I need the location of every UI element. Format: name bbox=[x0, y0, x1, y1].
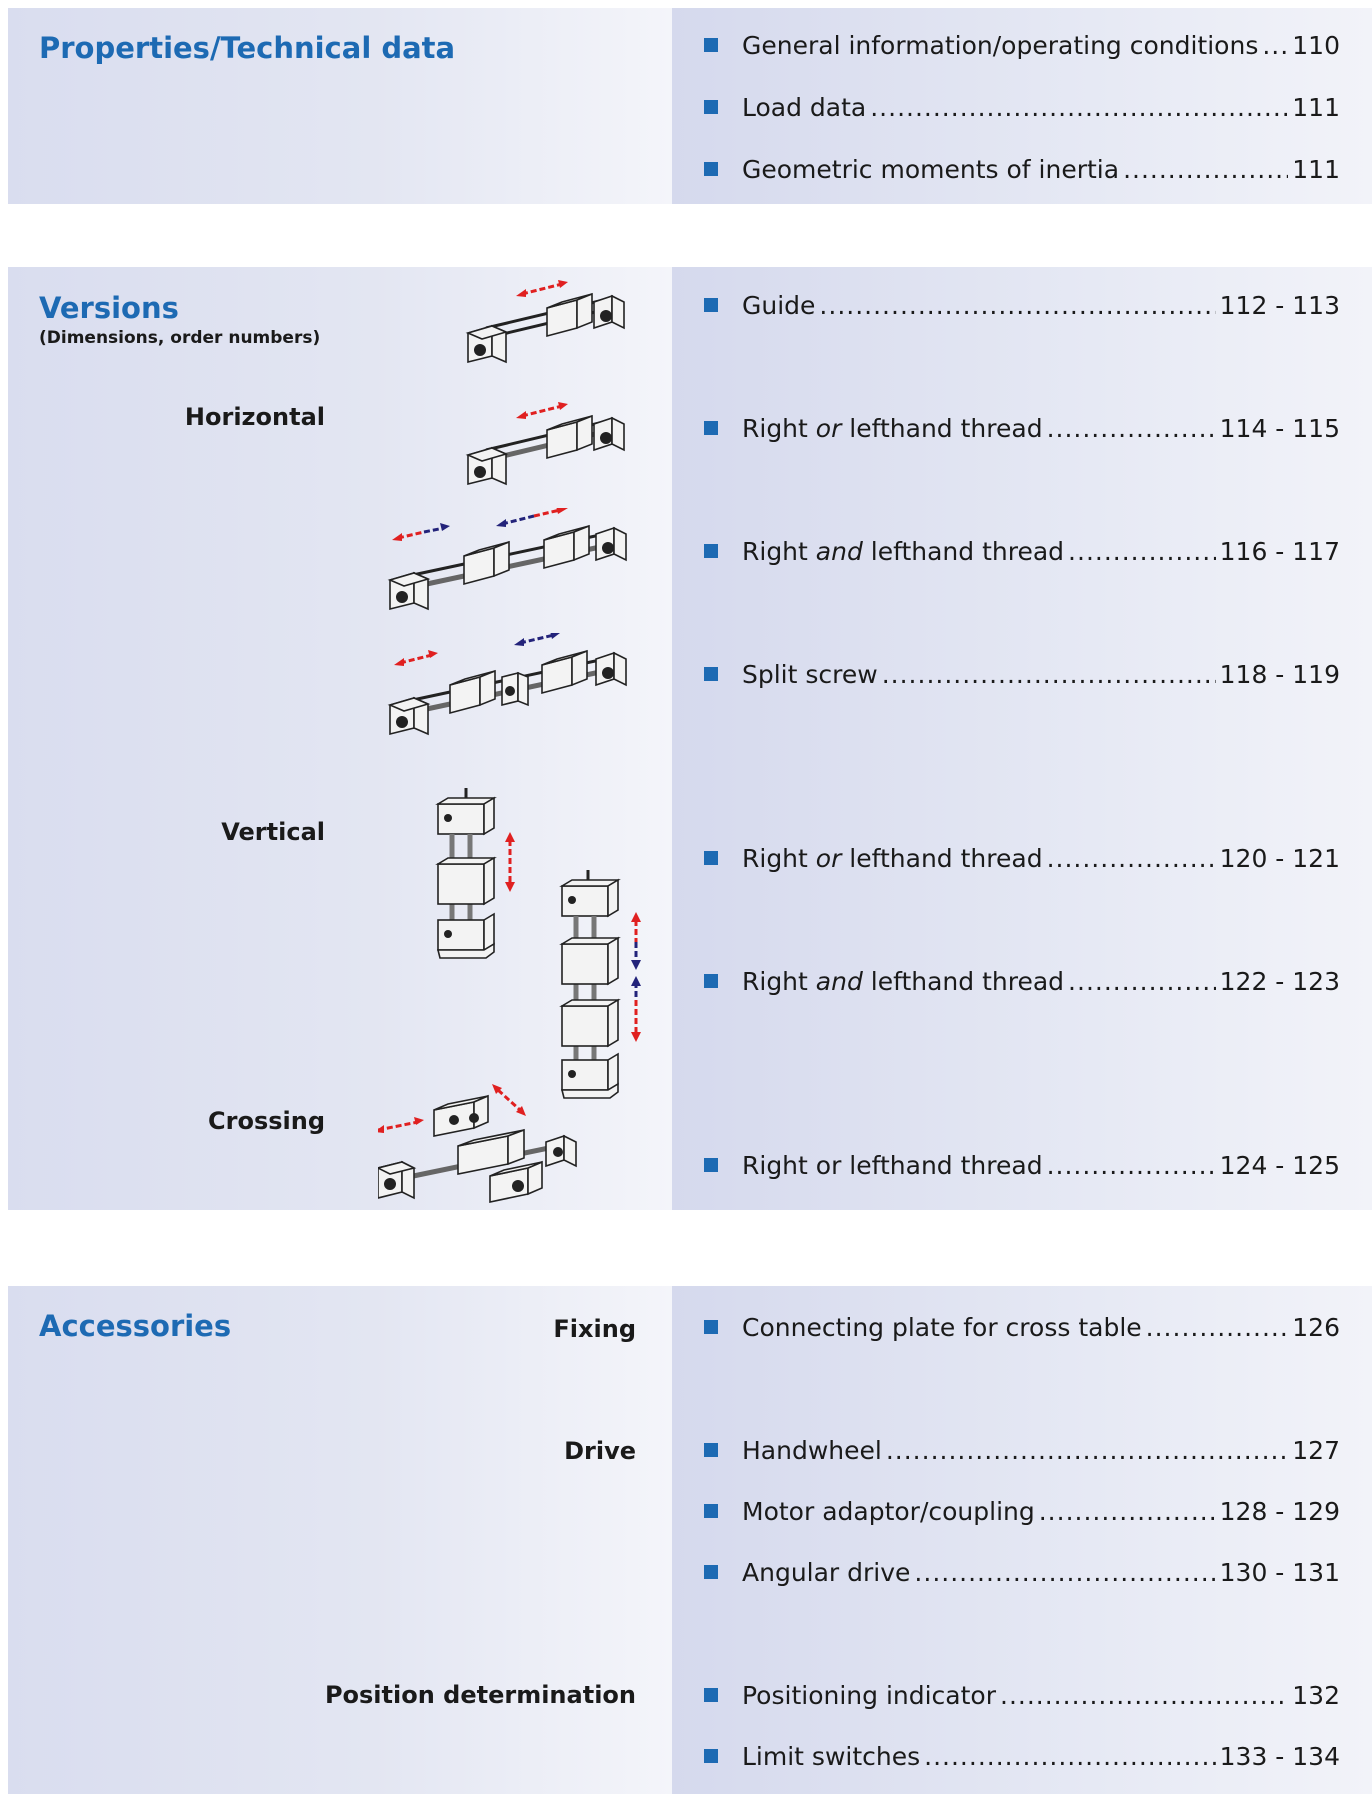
accessories-title: Accessories bbox=[39, 1309, 232, 1343]
horizontal-or-figure bbox=[462, 400, 642, 492]
toc-entry-horizontal-and-thread[interactable]: Right and lefthand thread ..... 116 - 117 bbox=[704, 536, 1340, 568]
toc-entry-load-data[interactable]: Load data ..... 111 bbox=[704, 92, 1340, 124]
crossing-figure bbox=[378, 1080, 578, 1204]
arrow-red-icon bbox=[394, 650, 438, 666]
bullet-icon bbox=[704, 162, 718, 176]
versions-right-panel bbox=[672, 267, 1372, 1210]
arrow-blue-icon bbox=[424, 516, 534, 532]
bullet-icon bbox=[704, 667, 718, 681]
bullet-icon bbox=[704, 544, 718, 558]
bullet-icon bbox=[704, 1443, 718, 1457]
bullet-icon bbox=[704, 421, 718, 435]
bullet-icon bbox=[704, 974, 718, 988]
properties-title: Properties/Technical data bbox=[39, 31, 456, 65]
bullet-icon bbox=[704, 1565, 718, 1579]
bullet-icon bbox=[704, 38, 718, 52]
vertical-and-figure bbox=[558, 862, 648, 1102]
bullet-icon bbox=[704, 100, 718, 114]
toc-entry-connecting-plate[interactable]: Connecting plate for cross table ..... 126 bbox=[704, 1312, 1340, 1344]
arrow-red-icon bbox=[516, 280, 568, 297]
label-horizontal: Horizontal bbox=[184, 403, 325, 431]
split-screw-figure bbox=[384, 633, 644, 743]
guide-figure bbox=[462, 278, 642, 370]
arrow-red-icon bbox=[392, 508, 568, 541]
toc-entry-vertical-or-thread[interactable]: Right or lefthand thread ..... 120 - 121 bbox=[704, 843, 1340, 875]
toc-entry-handwheel[interactable]: Handwheel ..... 127 bbox=[704, 1435, 1340, 1467]
versions-title: Versions bbox=[39, 291, 179, 325]
bullet-icon bbox=[704, 1504, 718, 1518]
arrow-blue-icon bbox=[514, 633, 560, 646]
toc-entry-crossing-thread[interactable]: Right or lefthand thread ..... 124 - 125 bbox=[704, 1150, 1340, 1182]
toc-entry-positioning-indicator[interactable]: Positioning indicator ..... 132 bbox=[704, 1680, 1340, 1712]
vertical-or-figure bbox=[430, 780, 520, 960]
toc-entry-motor-adaptor[interactable]: Motor adaptor/coupling ..... 128 - 129 bbox=[704, 1496, 1340, 1528]
toc-entry-general-info[interactable]: General information/operating conditions ..... 110 bbox=[704, 30, 1340, 62]
label-fixing: Fixing bbox=[553, 1315, 636, 1343]
bullet-icon bbox=[704, 851, 718, 865]
bullet-icon bbox=[704, 1158, 718, 1172]
bullet-icon bbox=[704, 1688, 718, 1702]
label-position-determination: Position determination bbox=[324, 1681, 636, 1709]
bullet-icon bbox=[704, 298, 718, 312]
arrow-red-icon bbox=[516, 402, 568, 419]
toc-entry-guide[interactable]: Guide ..... 112 - 113 bbox=[704, 290, 1340, 322]
horizontal-and-figure bbox=[384, 508, 644, 618]
bullet-icon bbox=[704, 1749, 718, 1763]
toc-entry-horizontal-or-thread[interactable]: Right or lefthand thread ..... 114 - 115 bbox=[704, 413, 1340, 445]
label-drive: Drive bbox=[564, 1437, 636, 1465]
toc-entry-angular-drive[interactable]: Angular drive ..... 130 - 131 bbox=[704, 1557, 1340, 1589]
label-vertical: Vertical bbox=[221, 818, 325, 846]
versions-subtitle: (Dimensions, order numbers) bbox=[39, 328, 321, 348]
arrow-red-icon bbox=[505, 832, 515, 892]
accessories-right-panel bbox=[672, 1286, 1372, 1794]
arrow-blue-icon bbox=[631, 942, 641, 1000]
toc-entry-limit-switches[interactable]: Limit switches ..... 133 - 134 bbox=[704, 1741, 1340, 1773]
accessories-left-panel bbox=[8, 1286, 672, 1794]
toc-entry-moments-of-inertia[interactable]: Geometric moments of inertia ..... 111 bbox=[704, 154, 1340, 186]
toc-entry-vertical-and-thread[interactable]: Right and lefthand thread ..... 122 - 123 bbox=[704, 966, 1340, 998]
bullet-icon bbox=[704, 1320, 718, 1334]
label-crossing: Crossing bbox=[208, 1107, 325, 1135]
toc-entry-split-screw[interactable]: Split screw ..... 118 - 119 bbox=[704, 659, 1340, 691]
